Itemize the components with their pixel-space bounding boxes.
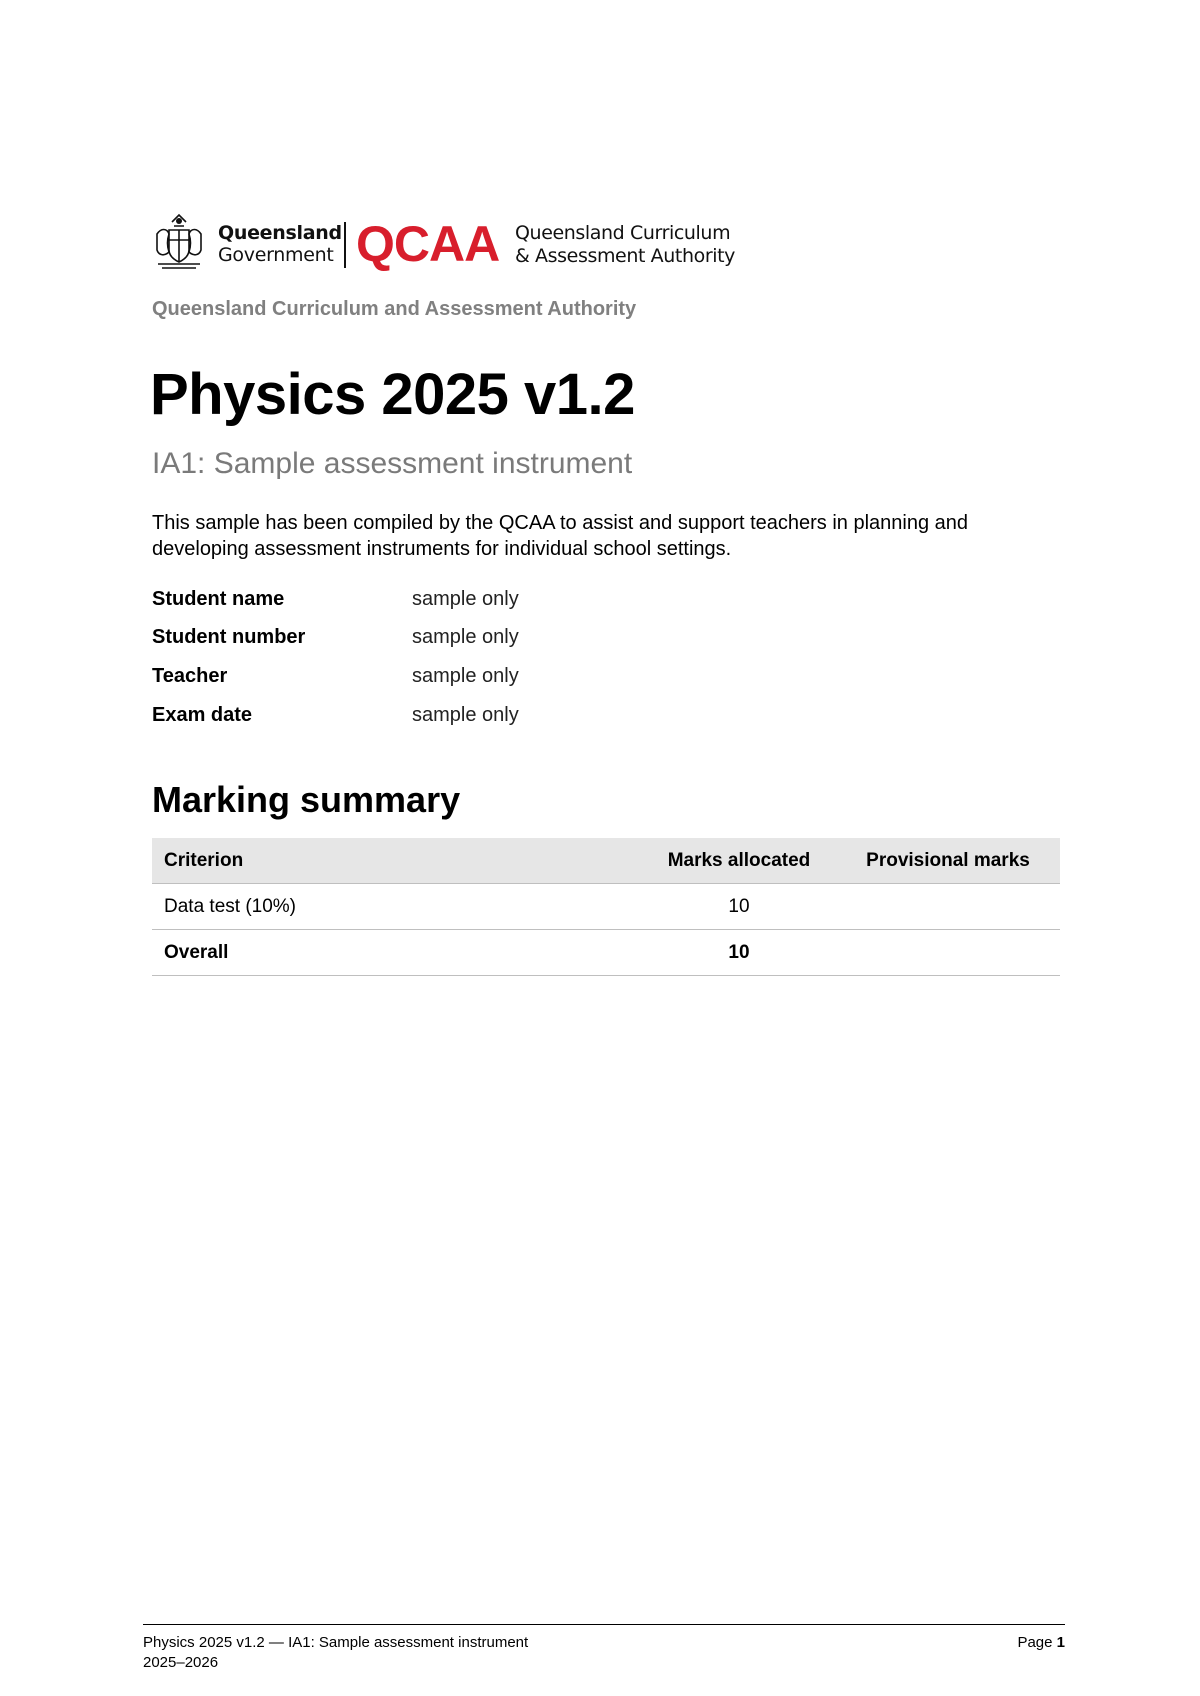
detail-label: Student name xyxy=(152,588,285,610)
detail-row-teacher xyxy=(152,665,752,693)
marking-summary-table xyxy=(152,838,1060,976)
gov-line2: Government xyxy=(218,244,334,266)
footer-doc-title: Physics 2025 v1.2 — IA1: Sample assessment instrument xyxy=(143,1634,529,1651)
detail-value: sample only xyxy=(412,704,519,726)
marking-summary-heading: Marking summary xyxy=(152,779,461,820)
queensland-government-wordmark xyxy=(218,222,342,266)
detail-value: sample only xyxy=(412,626,519,648)
detail-row-exam-date xyxy=(152,704,752,732)
column-header-provisional-marks: Provisional marks xyxy=(836,838,1060,884)
qcaa-line1: Queensland Curriculum xyxy=(515,222,731,244)
criterion-cell: Overall xyxy=(152,930,642,976)
footer-rule xyxy=(143,1624,1065,1625)
provisional-cell xyxy=(836,884,1060,930)
table-row xyxy=(152,884,1060,930)
intro-paragraph: This sample has been compiled by the QCAA to assist and support teachers in planning and developing assessment instruments for individual school settings. xyxy=(152,512,969,560)
allocated-cell: 10 xyxy=(642,930,836,976)
qcaa-wordmark xyxy=(515,222,735,268)
table-row-overall xyxy=(152,930,1060,976)
page-title: Physics 2025 v1.2 xyxy=(150,362,635,427)
column-header-criterion: Criterion xyxy=(152,838,642,884)
criterion-cell: Data test (10%) xyxy=(152,884,642,930)
detail-label: Exam date xyxy=(152,704,253,726)
detail-label: Student number xyxy=(152,626,306,648)
allocated-cell: 10 xyxy=(642,884,836,930)
page-number: 1 xyxy=(1056,1634,1065,1651)
detail-value: sample only xyxy=(412,665,519,687)
organisation-name: Queensland Curriculum and Assessment Authority xyxy=(152,298,637,320)
queensland-crest-icon xyxy=(152,212,206,272)
footer-years: 2025–2026 xyxy=(143,1654,219,1671)
gov-line1: Queensland xyxy=(218,222,342,244)
column-header-marks-allocated: Marks allocated xyxy=(642,838,836,884)
page-subtitle: IA1: Sample assessment instrument xyxy=(152,447,633,480)
detail-row-student-number xyxy=(152,626,752,654)
qcaa-logo-lockup xyxy=(152,212,742,272)
detail-row-student-name xyxy=(152,588,752,616)
footer-page-number xyxy=(1017,1633,1065,1653)
footer-document-info xyxy=(143,1633,528,1673)
logo-divider xyxy=(344,222,346,268)
provisional-cell xyxy=(836,930,1060,976)
detail-label: Teacher xyxy=(152,665,228,687)
page-label: Page xyxy=(1017,1634,1053,1651)
detail-value: sample only xyxy=(412,588,519,610)
qcaa-mark: QCAA xyxy=(356,216,500,272)
qcaa-line2: & Assessment Authority xyxy=(515,245,736,267)
table-header-row xyxy=(152,838,1060,884)
